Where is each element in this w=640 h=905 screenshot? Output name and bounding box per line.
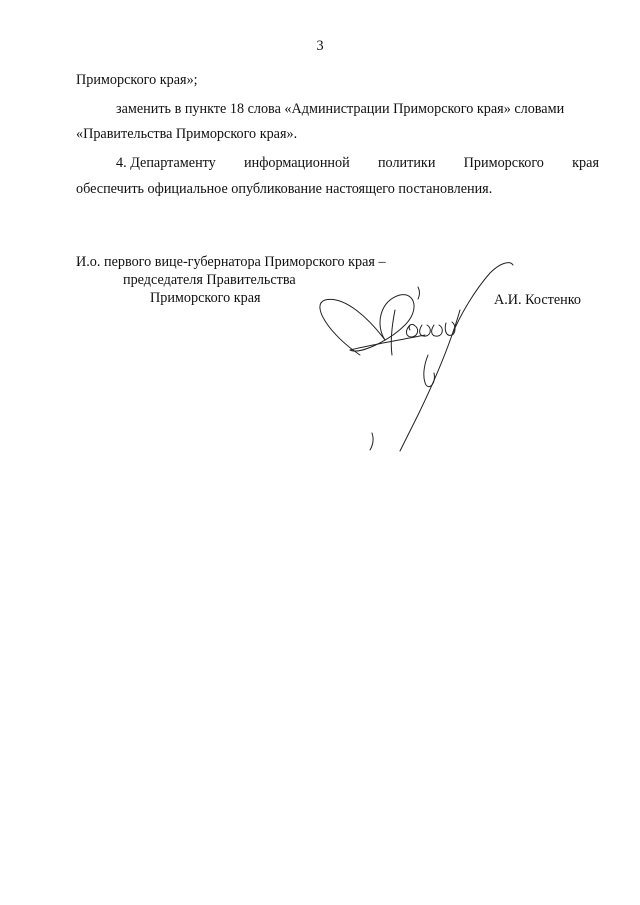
body-line-4-word-3: политики — [377, 155, 436, 171]
body-line-2: заменить в пункте 18 слова «Администрации Приморского края» словами — [116, 101, 565, 117]
body-line-3: «Правительства Приморского края». — [76, 126, 298, 142]
body-line-1: Приморского края»; — [76, 72, 198, 88]
signatory-title-line-3: Приморского края — [150, 290, 261, 306]
page-number: 3 — [316, 38, 324, 54]
body-line-4-word-2: информационной — [244, 155, 350, 171]
signatory-title-line-1: И.о. первого вице-губернатора Приморского края – — [76, 254, 386, 270]
body-line-4-word-1: 4. Департаменту — [116, 155, 216, 171]
signer-name: А.И. Костенко — [494, 292, 581, 308]
signatory-title-line-2: председателя Правительства — [123, 272, 296, 288]
body-line-5: обеспечить официальное опубликование настоящего постановления. — [76, 181, 493, 197]
body-line-4 — [116, 155, 599, 171]
body-line-4-word-5: края — [572, 155, 599, 171]
handwritten-signature — [300, 255, 530, 455]
body-line-4-word-4: Приморского — [463, 155, 544, 171]
